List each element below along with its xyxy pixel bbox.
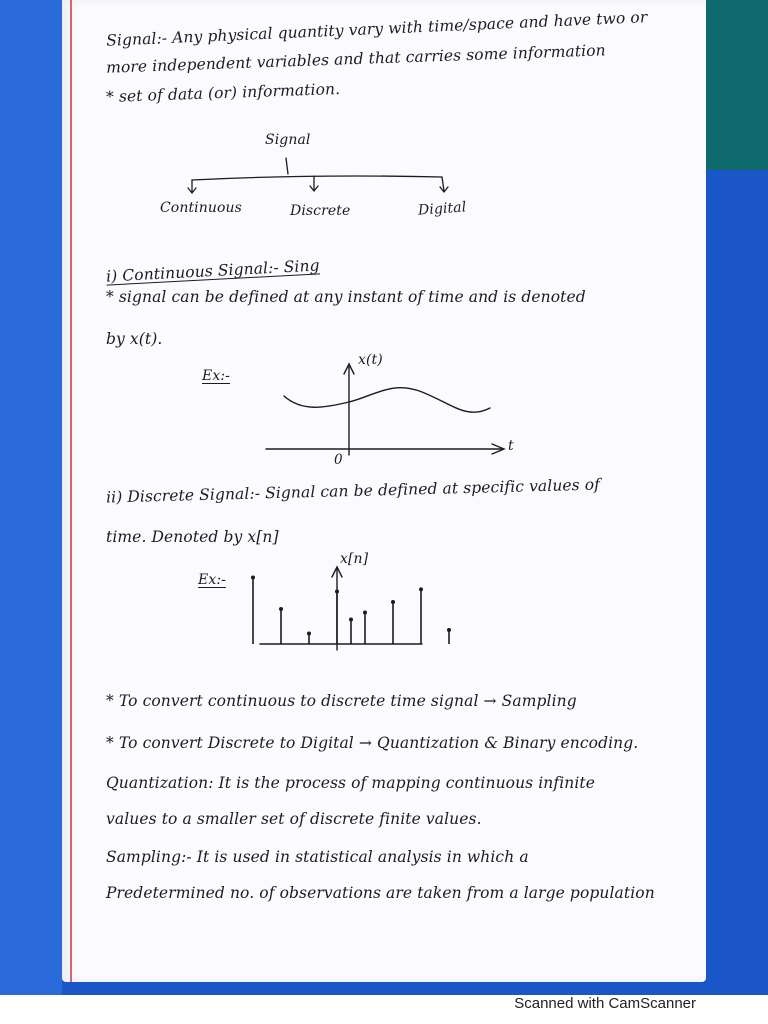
continuous-heading: i) Continuous Signal:- Sing (105, 256, 321, 286)
continuous-origin-label: 0 (334, 452, 343, 468)
continuous-line-2: by x(t). (106, 330, 163, 348)
continuous-y-axis-label: x(t) (358, 352, 383, 368)
sampling-line-1: Sampling:- It is used in statistical analysis in which a (106, 848, 529, 866)
continuous-example-label: Ex:- (202, 368, 230, 384)
discrete-example-label: Ex:- (198, 572, 226, 588)
scanner-watermark: Scanned with CamScanner (514, 995, 696, 1012)
continuous-line-1: * signal can be defined at any instant of time and is denoted (106, 288, 586, 306)
discrete-sample-point (391, 600, 395, 604)
discrete-signal-plot (62, 0, 706, 982)
discrete-sample-point (335, 590, 339, 594)
scan-background-corner (700, 0, 768, 170)
scan-background-edge (0, 0, 62, 995)
discrete-sample-point (349, 618, 353, 622)
discrete-sample-point (447, 628, 451, 632)
discrete-line-2: time. Denoted by x[n] (106, 528, 279, 546)
signal-definition-line-2: more independent variables and that carries some information (105, 41, 606, 77)
discrete-y-axis-label: x[n] (340, 551, 369, 567)
discrete-heading: ii) Discrete Signal:- Signal can be defined at specific values of (105, 475, 601, 507)
signal-definition-line-3: * set of data (or) information. (105, 79, 341, 107)
quantization-line-1: Quantization: It is the process of mapping continuous infinite (106, 774, 596, 792)
sampling-line-2: Predetermined no. of observations are taken from a large population (106, 884, 655, 902)
discrete-sample-point (307, 632, 311, 636)
quantization-line-2: values to a smaller set of discrete finite values. (106, 810, 482, 828)
signal-definition-line-1: Signal:- Any physical quantity vary with time/space and have two or (105, 8, 648, 50)
tree-root-label: Signal (265, 132, 311, 148)
discrete-sample-point (419, 587, 423, 591)
tree-child-continuous: Continuous (160, 200, 242, 216)
discrete-sample-point (363, 611, 367, 615)
notebook-page (62, 0, 706, 982)
tree-child-discrete: Discrete (290, 203, 351, 219)
bullet-sampling: * To convert continuous to discrete time signal → Sampling (106, 692, 577, 710)
tree-child-digital: Digital (417, 199, 467, 219)
bullet-quantization: * To convert Discrete to Digital → Quantization & Binary encoding. (106, 734, 639, 752)
continuous-x-axis-label: t (508, 438, 514, 454)
scanner-footer (0, 995, 768, 1024)
discrete-sample-point (279, 607, 283, 611)
discrete-sample-point (251, 576, 255, 580)
